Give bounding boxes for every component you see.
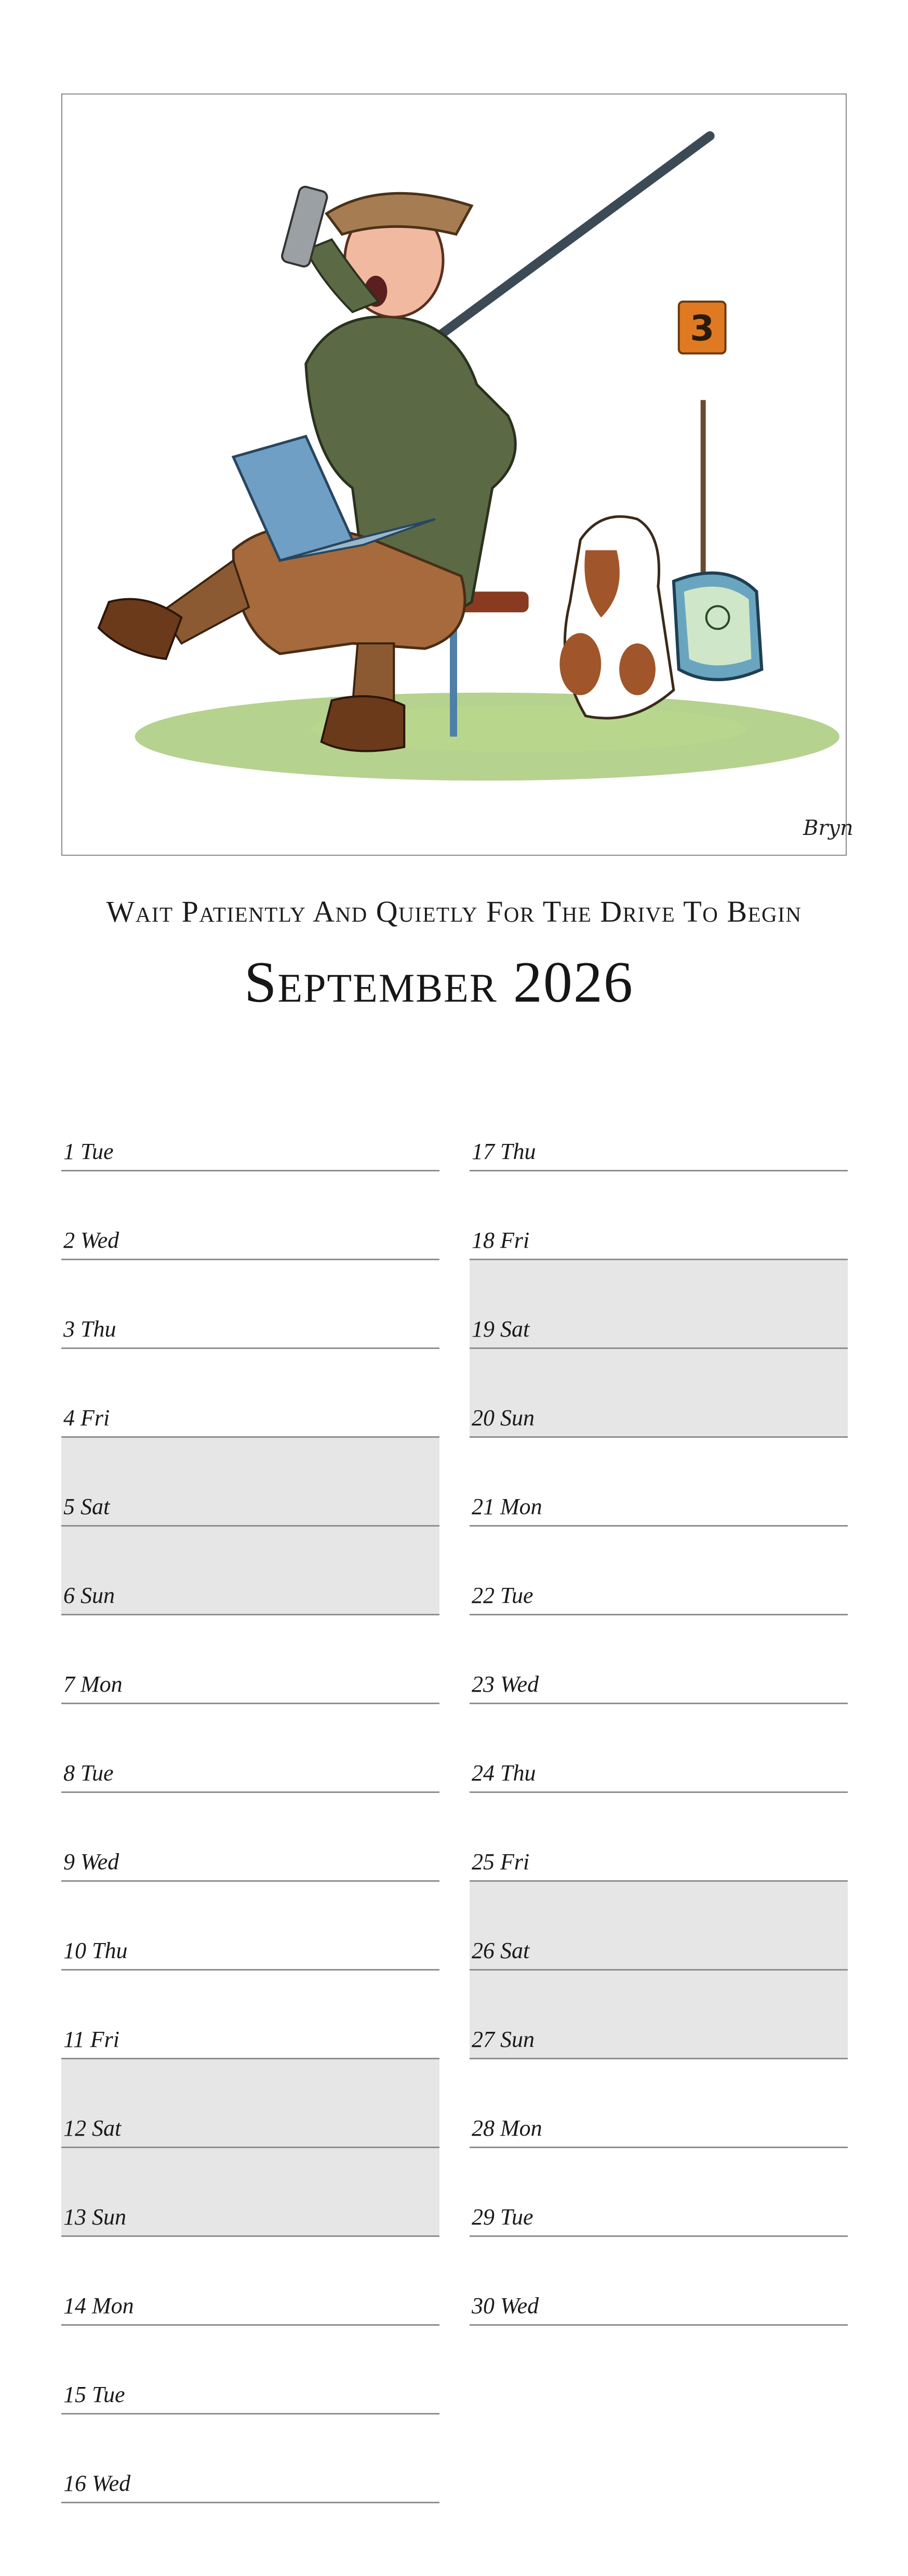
day-label: 26 Sat [472, 1938, 530, 1963]
days-column-right [470, 1126, 848, 2326]
day-label: 27 Sun [472, 2027, 535, 2052]
day-label: 7 Mon [63, 1671, 123, 1697]
day-label: 29 Tue [472, 2204, 533, 2230]
day-row[interactable] [470, 1126, 848, 1171]
day-row[interactable] [61, 1527, 439, 1615]
day-label: 14 Mon [63, 2293, 134, 2318]
day-label: 2 Wed [63, 1228, 119, 1253]
day-label: 23 Wed [472, 1671, 539, 1697]
day-label: 22 Tue [472, 1583, 533, 1608]
day-row[interactable] [61, 1171, 439, 1260]
day-row[interactable] [470, 2237, 848, 2326]
day-row[interactable] [470, 1260, 848, 1349]
day-row[interactable] [470, 1438, 848, 1527]
day-row[interactable] [61, 2326, 439, 2415]
day-row[interactable] [61, 2415, 439, 2503]
day-row[interactable] [470, 2059, 848, 2148]
day-label: 9 Wed [63, 1849, 119, 1874]
day-row[interactable] [470, 1349, 848, 1438]
day-row[interactable] [470, 1971, 848, 2059]
day-label: 20 Sun [472, 1405, 535, 1431]
day-label: 21 Mon [472, 1494, 542, 1519]
day-row[interactable] [61, 1126, 439, 1171]
shooter-with-phone-laptop-and-spaniel-illustration [62, 95, 853, 855]
day-row[interactable] [61, 2148, 439, 2237]
day-row[interactable] [61, 1615, 439, 1704]
day-row[interactable] [470, 2148, 848, 2237]
days-column-left [61, 1126, 439, 2503]
day-label: 10 Thu [63, 1938, 128, 1963]
day-label: 15 Tue [63, 2382, 125, 2407]
day-label: 11 Fri [63, 2027, 119, 2052]
day-label: 1 Tue [63, 1139, 114, 1164]
svg-text:Bryn: Bryn [803, 816, 853, 841]
day-row[interactable] [470, 1527, 848, 1615]
day-row[interactable] [61, 1793, 439, 1882]
day-label: 28 Mon [472, 2115, 542, 2141]
day-row[interactable] [61, 2237, 439, 2326]
day-label: 16 Wed [63, 2471, 131, 2496]
day-row[interactable] [61, 1971, 439, 2059]
day-row[interactable] [470, 1882, 848, 1971]
day-label: 30 Wed [472, 2293, 539, 2318]
day-label: 19 Sat [472, 1316, 530, 1342]
day-label: 3 Thu [63, 1316, 116, 1342]
day-row[interactable] [61, 1882, 439, 1971]
day-label: 4 Fri [63, 1405, 110, 1431]
day-label: 12 Sat [63, 2115, 122, 2141]
day-row[interactable] [61, 1704, 439, 1793]
day-label: 8 Tue [63, 1760, 114, 1786]
day-label: 25 Fri [472, 1849, 530, 1874]
day-row[interactable] [61, 1349, 439, 1438]
day-label: 13 Sun [63, 2204, 126, 2230]
day-row[interactable] [470, 1171, 848, 1260]
day-row[interactable] [470, 1704, 848, 1793]
month-title: September 2026 [244, 950, 634, 1015]
day-row[interactable] [61, 1260, 439, 1349]
day-label: 24 Thu [472, 1760, 536, 1786]
day-label: 5 Sat [63, 1494, 110, 1519]
day-label: 6 Sun [63, 1583, 115, 1608]
day-row[interactable] [470, 1615, 848, 1704]
peg-number: 3 [690, 307, 715, 349]
day-label: 17 Thu [472, 1139, 536, 1164]
day-row[interactable] [61, 1438, 439, 1527]
day-row[interactable] [61, 2059, 439, 2148]
day-row[interactable] [470, 1793, 848, 1882]
calendar-subtitle: Wait Patiently And Quietly For The Drive To Begin [106, 895, 802, 928]
day-label: 18 Fri [472, 1228, 530, 1253]
calendar-illustration [61, 93, 853, 856]
